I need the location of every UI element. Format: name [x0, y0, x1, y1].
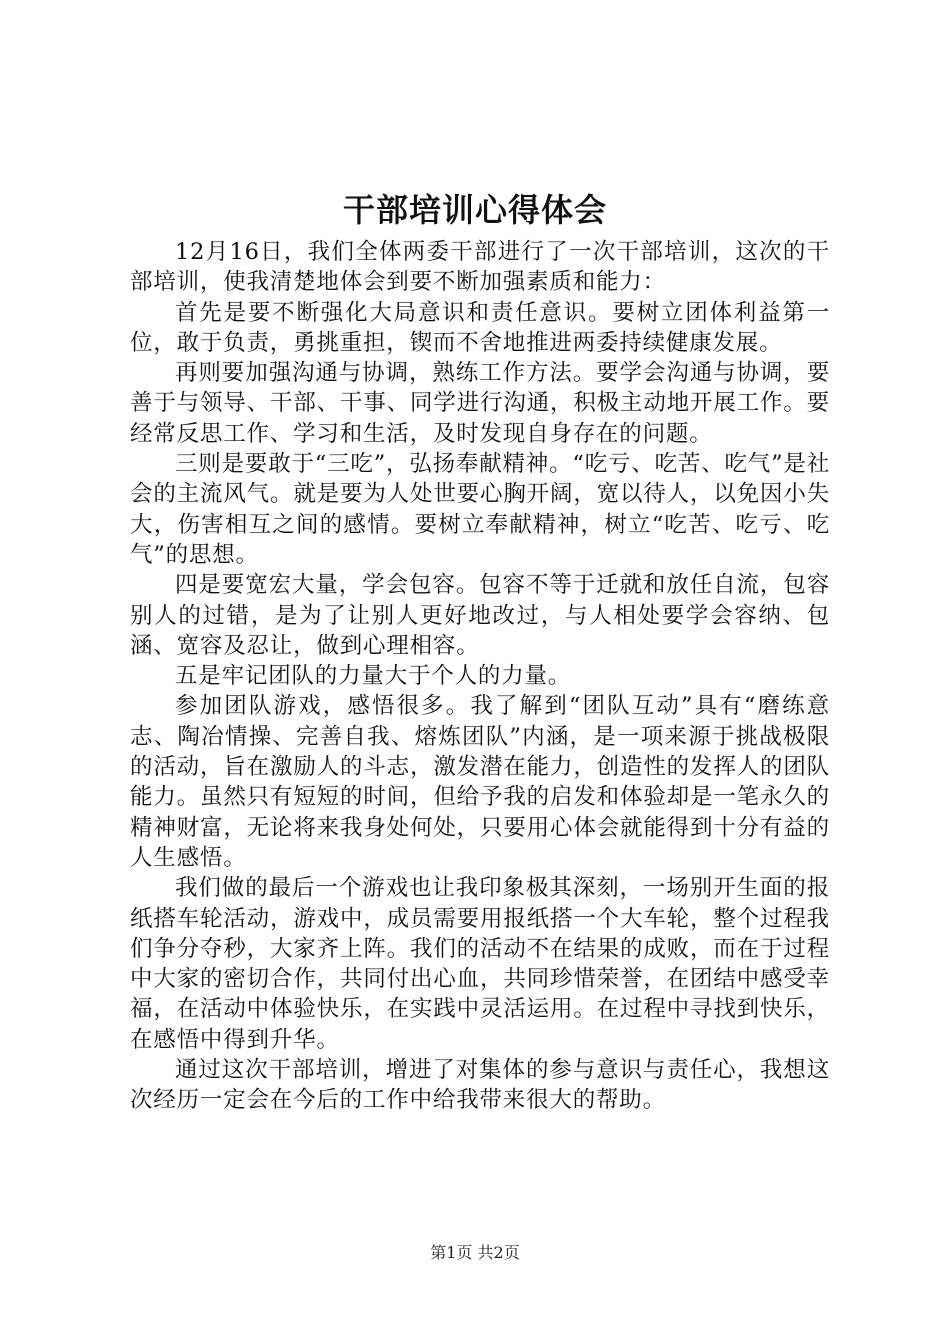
paragraph: 我们做的最后一个游戏也让我印象极其深刻，一场别开生面的报纸搭车轮活动，游戏中，成员需要用报纸搭一个大车轮，整个过程我们争分夺秒，大家齐上阵。我们的活动不在结果的成败，而在于过程中大家的密切合作，共同付出心血，共同珍惜荣誉，在团结中感受幸福，在活动中体验快乐，在实践中灵活运用。在过程中寻找到快乐，在感悟中得到升华。: [130, 875, 830, 1053]
paragraph: 首先是要不断强化大局意识和责任意识。要树立团体利益第一位，敢于负责，勇挑重担，锲而不舍地推进两委持续健康发展。: [130, 299, 830, 356]
document-body: [130, 237, 830, 1116]
paragraph: 五是牢记团队的力量大于个人的力量。: [175, 663, 572, 690]
paragraph: 四是要宽宏大量，学会包容。包容不等于迁就和放任自流，包容别人的过错，是为了让别人更好地改过，与人相处要学会容纳、包涵、宽容及忍让，做到心理相容。: [130, 572, 830, 659]
paragraph: 三则是要敢于“三吃”，弘扬奉献精神。“吃亏、吃苦、吃气”是社会的主流风气。就是要为人处世要心胸开阔，宽以待人，以免因小失大，伤害相互之间的感情。要树立奉献精神，树立“吃苦、吃亏、吃气”的思想。: [130, 451, 831, 568]
page-number-footer: 第1页 共2页: [430, 1243, 520, 1262]
document-title: 干部培训心得体会: [342, 191, 607, 229]
paragraph: 再则要加强沟通与协调，熟练工作方法。要学会沟通与协调，要善于与领导、干部、干事、同学进行沟通，积极主动地开展工作。要经常反思工作、学习和生活，及时发现自身存在的问题。: [130, 360, 830, 447]
paragraph: 通过这次干部培训，增进了对集体的参与意识与责任心，我想这次经历一定会在今后的工作中给我带来很大的帮助。: [130, 1057, 830, 1114]
paragraph: 参加团队游戏，感悟很多。我了解到“团队互动”具有“磨练意志、陶冶情操、完善自我、熔炼团队”内涵，是一项来源于挑战极限的活动，旨在激励人的斗志，激发潜在能力，创造性的发挥人的团队能力。虽然只有短短的时间，但给予我的启发和体验却是一笔永久的精神财富，无论将来我身处何处，只要用心体会就能得到十分有益的人生感悟。: [130, 693, 830, 871]
paragraph: 12月16日，我们全体两委干部进行了一次干部培训，这次的干部培训，使我清楚地体会到要不断加强素质和能力：: [130, 239, 830, 296]
